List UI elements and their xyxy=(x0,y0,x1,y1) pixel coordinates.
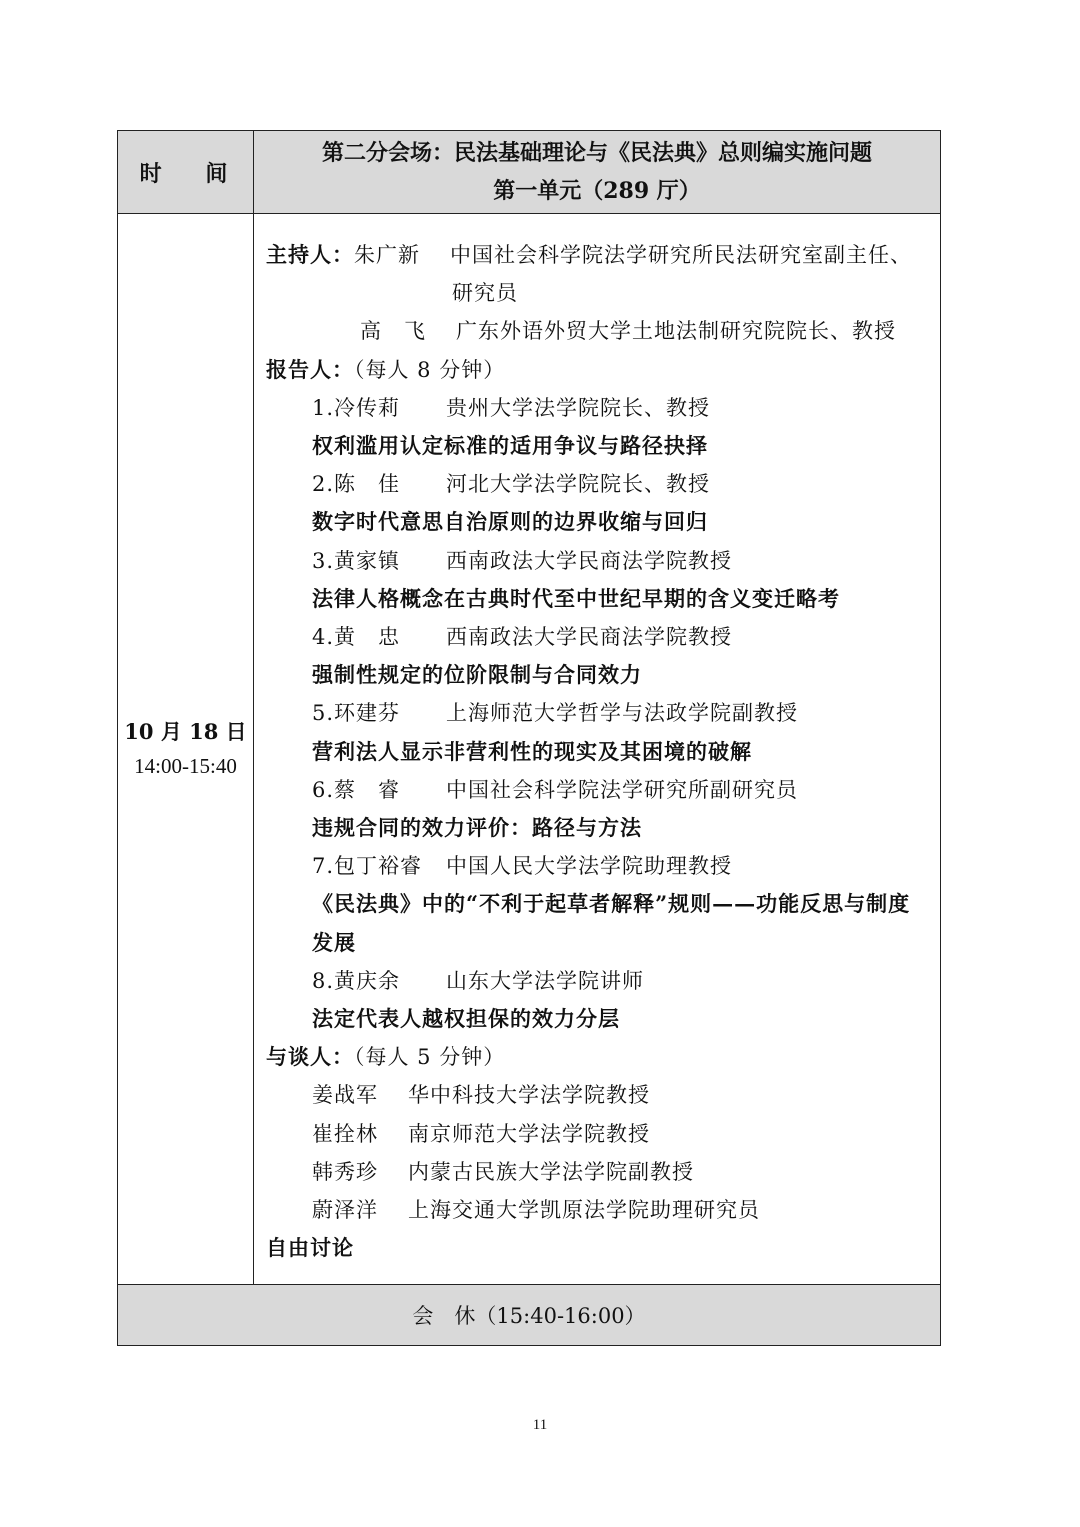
report-topic: 法律人格概念在古典时代至中世纪早期的含义变迁略考 xyxy=(312,585,840,611)
discussant-affiliation: 上海交通大学凯原法学院助理研究员 xyxy=(408,1198,760,1223)
reporter-affiliation: 河北大学法学院院长、教授 xyxy=(446,472,711,497)
free-discussion: 自由讨论 xyxy=(266,1235,354,1261)
reporter-label: 报告人： xyxy=(266,356,354,382)
list-item xyxy=(266,1076,940,1114)
session-date: 10 月 18 日 xyxy=(124,719,247,744)
host-line xyxy=(266,236,940,274)
reporter-num: 5. xyxy=(312,701,335,726)
session-time: 14:00-15:40 xyxy=(134,754,237,778)
list-item xyxy=(266,618,940,656)
reporter-affiliation: 西南政法大学民商法学院教授 xyxy=(446,548,733,573)
list-item xyxy=(266,389,940,427)
host-label: 主持人： xyxy=(266,242,354,267)
discussant-affiliation: 南京师范大学法学院教授 xyxy=(408,1121,650,1146)
list-item xyxy=(266,694,940,732)
host-affiliation: 广东外语外贸大学土地法制研究院院长、教授 xyxy=(456,319,896,344)
reporter-heading xyxy=(266,351,940,389)
reporter-name: 包丁裕睿 xyxy=(334,854,423,879)
discussant-label: 与谈人： xyxy=(266,1044,354,1070)
report-topic: 强制性规定的位阶限制与合同效力 xyxy=(312,662,642,688)
reporter-num: 8. xyxy=(312,968,335,993)
host-line xyxy=(266,312,940,350)
reporter-affiliation: 中国人民大学法学院助理教授 xyxy=(446,854,733,879)
list-item xyxy=(266,542,940,580)
discussant-name: 蔚泽洋 xyxy=(312,1198,378,1223)
discussant-note: （每人 5 分钟） xyxy=(354,1045,506,1070)
list-item xyxy=(266,1153,940,1191)
host-affiliation-cont: 研究员 xyxy=(452,281,518,306)
report-topic: 《民法典》中的“不利于起草者解释”规则——功能反思与制度发展 xyxy=(312,891,911,955)
report-topic: 数字时代意思自治原则的边界收缩与回归 xyxy=(312,509,708,535)
reporter-name: 蔡 睿 xyxy=(334,777,401,802)
report-topic: 法定代表人越权担保的效力分层 xyxy=(312,1006,620,1032)
list-item xyxy=(266,1191,940,1229)
break-cell xyxy=(118,1285,941,1346)
schedule-table xyxy=(117,130,941,1346)
break-row xyxy=(118,1285,941,1346)
reporter-num: 3. xyxy=(312,548,335,573)
reporter-affiliation: 中国社会科学院法学研究所副研究员 xyxy=(446,777,799,802)
reporter-name: 冷传莉 xyxy=(334,395,401,420)
session-row xyxy=(118,214,941,1285)
reporter-name: 陈 佳 xyxy=(334,472,401,497)
list-item xyxy=(266,465,940,503)
session-title: 第二分会场：民法基础理论与《民法典》总则编实施问题 xyxy=(321,140,872,166)
reporter-note: （每人 8 分钟） xyxy=(354,357,506,382)
reporter-name: 黄庆余 xyxy=(334,968,401,993)
list-item xyxy=(266,771,940,809)
time-column-header: 时 间 xyxy=(118,131,254,214)
reporter-num: 1. xyxy=(312,395,335,420)
report-topic: 违规合同的效力评价：路径与方法 xyxy=(312,815,642,841)
discussant-name: 韩秀珍 xyxy=(312,1159,378,1184)
discussant-name: 崔拴林 xyxy=(312,1121,378,1146)
reporter-affiliation: 上海师范大学哲学与法政学院副教授 xyxy=(446,701,799,726)
reporter-affiliation: 山东大学法学院讲师 xyxy=(446,968,645,993)
report-topic: 权利滥用认定标准的适用争议与路径抉择 xyxy=(312,433,708,459)
reporter-affiliation: 西南政法大学民商法学院教授 xyxy=(446,625,733,650)
reporter-name: 环建芬 xyxy=(334,701,401,726)
reporter-name: 黄家镇 xyxy=(334,548,401,573)
session-unit: 第一单元（289 厅） xyxy=(493,178,701,204)
discussant-name: 姜战军 xyxy=(312,1083,378,1108)
list-item xyxy=(266,1115,940,1153)
report-topic: 营利法人显示非营利性的现实及其困境的破解 xyxy=(312,738,752,764)
table-header-row xyxy=(118,131,941,214)
session-content-cell xyxy=(254,214,941,1285)
break-label: 会 休 xyxy=(412,1304,476,1328)
host-name: 高 飞 xyxy=(360,319,426,344)
list-item xyxy=(266,847,940,885)
discussant-affiliation: 内蒙古民族大学法学院副教授 xyxy=(408,1159,694,1184)
session-time-cell xyxy=(118,214,254,1285)
discussant-affiliation: 华中科技大学法学院教授 xyxy=(408,1083,650,1108)
host-affiliation: 中国社会科学院法学研究所民法研究室副主任、 xyxy=(450,243,912,267)
session-title-cell xyxy=(254,131,941,214)
reporter-affiliation: 贵州大学法学院院长、教授 xyxy=(446,395,711,420)
break-time: （15:40-16:00） xyxy=(475,1304,646,1328)
reporter-num: 2. xyxy=(312,472,335,497)
list-item xyxy=(266,962,940,1000)
reporter-name: 黄 忠 xyxy=(334,625,401,650)
page-number: 11 xyxy=(532,1417,548,1433)
reporter-num: 6. xyxy=(312,777,335,802)
host-name: 朱广新 xyxy=(354,243,420,267)
reporter-num: 4. xyxy=(312,625,335,650)
discussant-heading xyxy=(266,1038,940,1076)
reporter-num: 7. xyxy=(312,854,335,879)
